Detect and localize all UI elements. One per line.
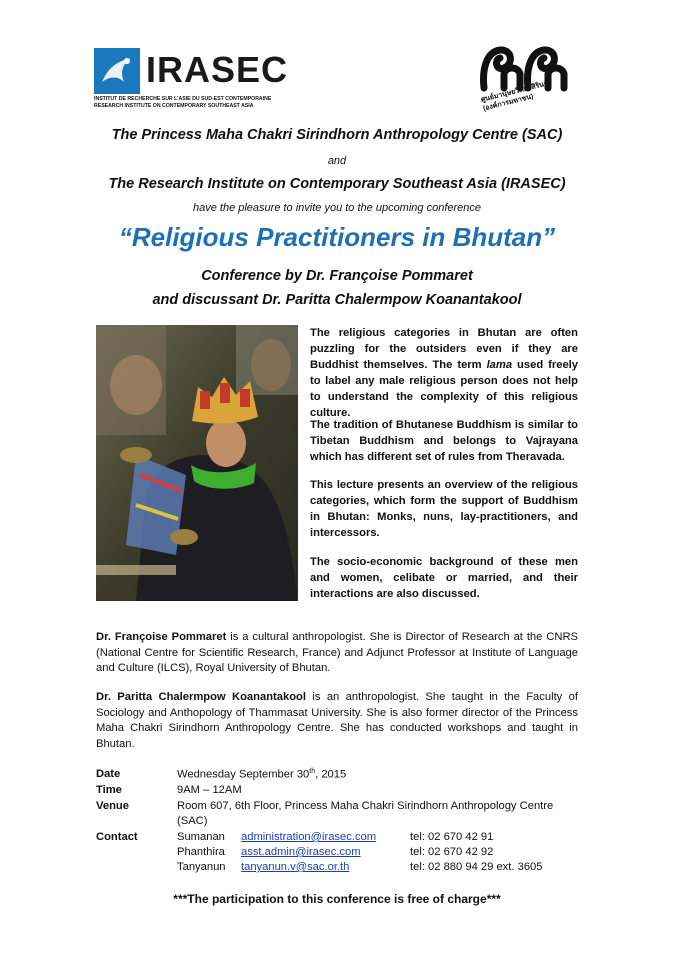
contact-name: Sumanan — [177, 831, 225, 843]
contact-label: Contact — [96, 831, 138, 843]
organizer-sac: The Princess Maha Chakri Sirindhorn Anthropology Centre (SAC) — [111, 127, 563, 143]
date-value: Wednesday September 30th, 2015 — [177, 768, 347, 781]
irasec-subtitle-en: RESEARCH INSTITUTE ON CONTEMPORARY SOUTHEAST ASIA — [94, 103, 254, 109]
contact-email-link[interactable]: tanyanun.v@sac.or.th — [241, 861, 350, 873]
irasec-wordmark: IRASEC — [146, 49, 289, 90]
discussant-line: and discussant Dr. Paritta Chalermpow Koanantakool — [152, 292, 522, 308]
time-value: 9AM – 12AM — [177, 784, 242, 796]
bio-koanantakool: Dr. Paritta Chalermpow Koanantakool is an anthropologist. She taught in the Faculty of Sociology and Anthopology of Thammasat University. She is also former director of the Princess Maha Chakri Sirindhorn Anthropology Centre. She has conducted workshops and taught in Bhutan. — [96, 691, 578, 750]
speaker-line: Conference by Dr. Françoise Pommaret — [201, 268, 473, 284]
abstract-paragraph-3: This lecture presents an overview of the religious categories, which form the support of Buddhism in Bhutan: Monks, nuns, lay-practitioners, and intercessors. — [310, 479, 578, 539]
contact-tel: tel: 02 670 42 92 — [410, 846, 494, 858]
contact-email-link[interactable]: administration@irasec.com — [241, 831, 377, 843]
contact-email-link[interactable]: asst.admin@irasec.com — [241, 846, 361, 858]
organizer-irasec: The Research Institute on Contemporary Southeast Asia (IRASEC) — [108, 176, 566, 192]
venue-line-2: (SAC) — [177, 815, 208, 827]
abstract-paragraph-2: The tradition of Bhutanese Buddhism is similar to Tibetan Buddhism and belongs to Vajrayana which has different set of rules from Theravada. — [310, 419, 578, 463]
irasec-logo — [94, 46, 289, 118]
and-text: and — [327, 155, 347, 167]
contact-tel: tel: 02 670 42 91 — [410, 831, 494, 843]
contact-name: Phanthira — [177, 846, 225, 858]
contact-tel: tel: 02 880 94 29 ext. 3605 — [410, 861, 543, 873]
bio-pommaret: Dr. Françoise Pommaret is a cultural anthropologist. She is Director of Research at the CNRS (National Centre for Scientific Research, France) and Adjunct Professor at Institute of Language and Culture (ILCS), Royal University of Bhutan. — [96, 631, 578, 674]
time-label: Time — [96, 784, 122, 796]
venue-label: Venue — [96, 800, 129, 812]
invitation-text: have the pleasure to invite you to the upcoming conference — [192, 202, 482, 214]
conference-title: “Religious Practitioners in Bhutan” — [118, 222, 556, 252]
practitioner-photo — [96, 325, 298, 601]
date-label: Date — [96, 768, 121, 780]
irasec-subtitle-fr: INSTITUT DE RECHERCHE SUR L'ASIE DU SUD-EST CONTEMPORAINE — [94, 96, 272, 102]
sac-logo-text: ศูนย์มานุษยวิทยาสิรินธร (องค์การมหาชน) — [480, 79, 553, 113]
abstract-paragraph-1: The religious categories in Bhutan are often puzzling for the outsiders even if they are Buddhist themselves. The term lama used freely to label any male religious person does not help to understand the complexity of this religious culture. — [310, 327, 578, 419]
irasec-subtitle — [94, 96, 271, 110]
venue-line-1: Room 607, 6th Floor, Princess Maha Chakri Sirindhorn Anthropology Centre — [177, 800, 554, 812]
sac-logo — [474, 40, 574, 120]
irasec-emblem-icon — [94, 48, 140, 94]
contact-name: Tanyanun — [177, 861, 226, 873]
abstract-paragraph-4: The socio-economic background of these men and women, celibate or married, and their interactions are also discussed. — [310, 556, 578, 600]
free-of-charge-note: ***The participation to this conference is free of charge*** — [173, 892, 501, 906]
